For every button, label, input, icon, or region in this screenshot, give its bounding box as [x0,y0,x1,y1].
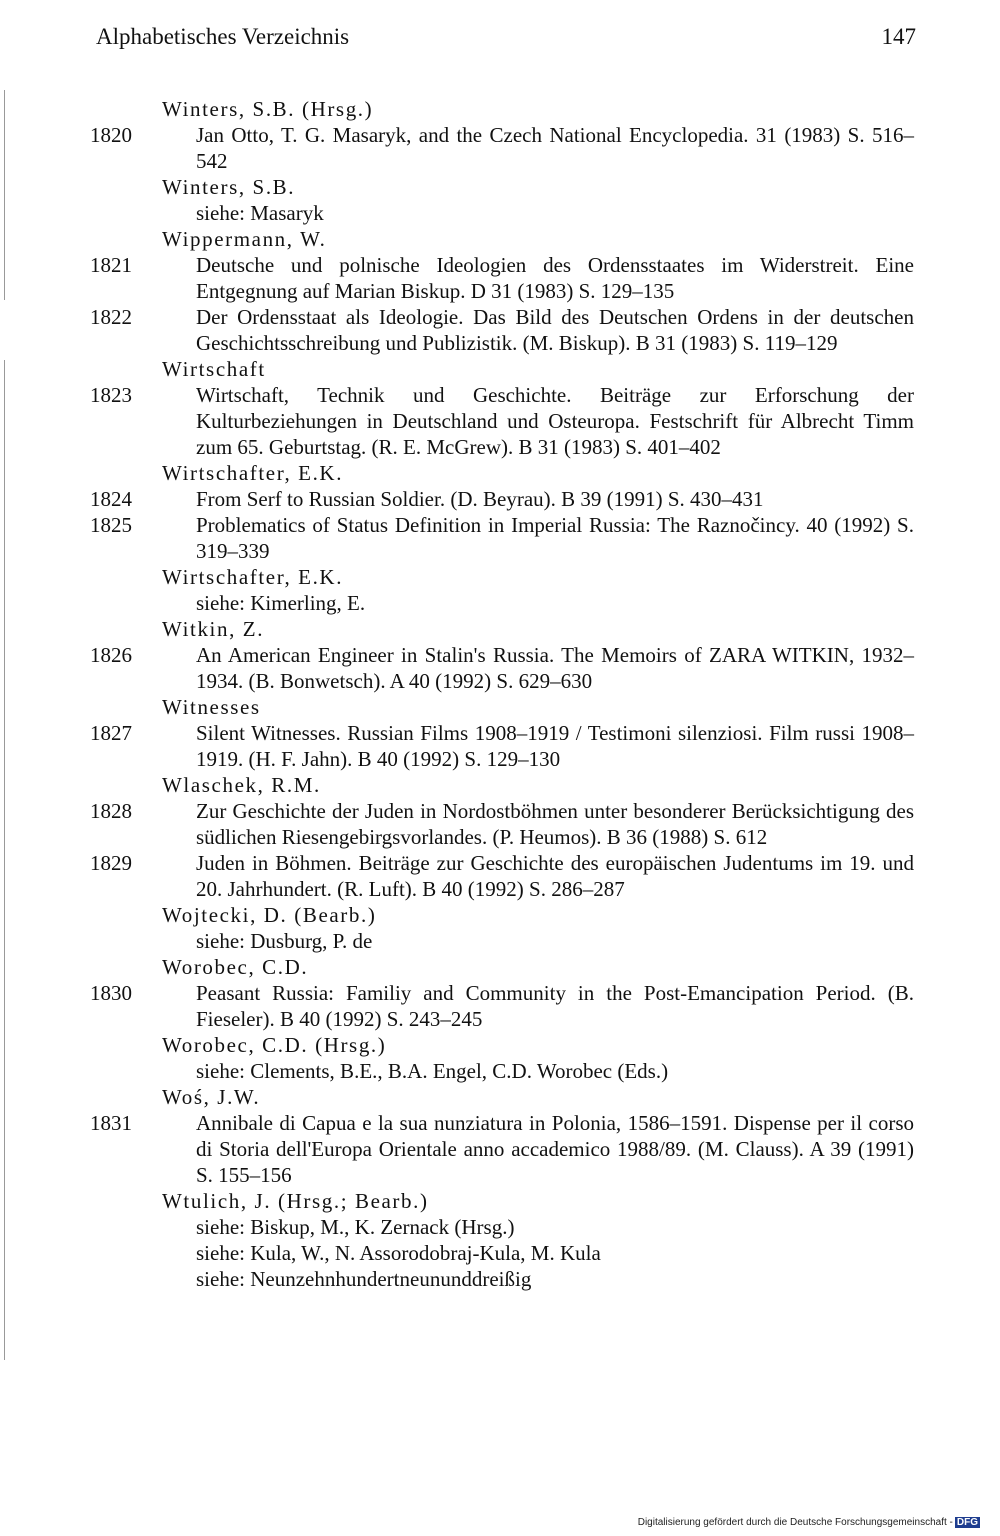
cross-reference: siehe: Dusburg, P. de [196,929,373,953]
author-heading: Wirtschaft [162,357,266,381]
bibliography-entry [88,720,914,772]
bibliography-entry [88,304,914,356]
cross-reference: siehe: Kula, W., N. Assorodobraj-Kula, M. Kula [196,1241,601,1265]
funding-note-text: Digitalisierung gefördert durch die Deutsche Forschungsgemeinschaft - [637,1517,953,1528]
dfg-logo: DFG [956,1517,978,1528]
entry-number: 1820 [90,123,132,147]
entry-text: Juden in Böhmen. Beiträge zur Geschichte des europäischen Judentums im 19. und 20. Jahrhundert. (R. Luft). B 40 (1992) S. 286–287 [196,851,914,901]
author-heading: Wojtecki, D. (Bearb.) [162,903,377,927]
entry-number: 1824 [90,487,132,511]
bibliography-entry [88,122,914,174]
bibliography-entry [88,382,914,460]
cross-reference: siehe: Neunzehnhundertneununddreißig [196,1267,532,1291]
cross-reference: siehe: Masaryk [196,201,324,225]
author-heading: Wirtschafter, E.K. [162,565,344,589]
entry-number: 1828 [90,799,132,823]
cross-reference: siehe: Kimerling, E. [196,591,366,615]
entry-text: From Serf to Russian Soldier. (D. Beyrau). B 39 (1991) S. 430–431 [196,487,764,511]
entry-text: Silent Witnesses. Russian Films 1908–1919 / Testimoni silenziosi. Film russi 1908–1919. (H. F. Jahn). B 40 (1992) S. 129–130 [196,721,914,771]
entry-text: Wirtschaft, Technik und Geschichte. Beiträge zur Erforschung der Kulturbeziehungen in Deutschland und Osteuropa. Festschrift für Albrecht Timm zum 65. Geburtstag. (R. E. McGrew). B 31 (1983) S. 401–402 [196,383,914,459]
bibliography-entry [88,642,914,694]
margin-scan-line [4,360,5,1360]
author-heading: Wippermann, W. [162,227,327,251]
entry-number: 1826 [90,643,132,667]
entry-text: Der Ordensstaat als Ideologie. Das Bild des Deutschen Ordens in der deutschen Geschichtsschreibung und Publizistik. (M. Biskup). B 31 (1983) S. 119–129 [196,305,914,355]
author-heading: Wlaschek, R.M. [162,773,321,797]
bibliography-entry [88,980,914,1032]
page-number: 147 [881,24,916,49]
author-heading: Worobec, C.D. [162,955,309,979]
entry-text: Deutsche und polnische Ideologien des Ordensstaates im Widerstreit. Eine Entgegnung auf Marian Biskup. D 31 (1983) S. 129–135 [196,253,914,303]
index-entries [88,96,914,1292]
bibliography-entry [88,1110,914,1188]
entry-number: 1823 [90,383,132,407]
running-title: Alphabetisches Verzeichnis [96,24,350,49]
entry-text: Problematics of Status Definition in Imperial Russia: The Raznočincy. 40 (1992) S. 319–339 [196,513,914,563]
author-heading: Winters, S.B. [162,175,296,199]
entry-number: 1825 [90,513,132,537]
entry-text: Annibale di Capua e la sua nunziatura in Polonia, 1586–1591. Dispense per il corso di Storia dell'Europa Orientale anno accademico 1988/89. (M. Clauss). A 39 (1991) S. 155–156 [196,1111,914,1187]
author-heading: Woś, J.W. [162,1085,261,1109]
author-heading: Wtulich, J. (Hrsg.; Bearb.) [162,1189,429,1213]
bibliography-entry [88,486,914,512]
margin-scan-line [4,90,5,300]
entry-number: 1821 [90,253,132,277]
cross-reference: siehe: Clements, B.E., B.A. Engel, C.D. Worobec (Eds.) [196,1059,669,1083]
cross-reference: siehe: Biskup, M., K. Zernack (Hrsg.) [196,1215,515,1239]
entry-text: Jan Otto, T. G. Masaryk, and the Czech National Encyclopedia. 31 (1983) S. 516–542 [196,123,914,173]
entry-text: Zur Geschichte der Juden in Nordostböhmen unter besonderer Berücksichtigung des südlichen Riesengebirgsvorlandes. (P. Heumos). B 36 (1988) S. 612 [196,799,914,849]
entry-text: An American Engineer in Stalin's Russia. The Memoirs of ZARA WITKIN, 1932–1934. (B. Bonwetsch). A 40 (1992) S. 629–630 [196,643,914,693]
entry-number: 1831 [90,1111,132,1135]
author-heading: Worobec, C.D. (Hrsg.) [162,1033,387,1057]
bibliography-entry [88,798,914,850]
author-heading: Winters, S.B. (Hrsg.) [162,97,374,121]
funding-note [638,1517,980,1528]
bibliography-entry [88,850,914,902]
author-heading: Witkin, Z. [162,617,265,641]
page-header [96,24,916,58]
author-heading: Wirtschafter, E.K. [162,461,344,485]
entry-number: 1830 [90,981,132,1005]
entry-number: 1829 [90,851,132,875]
entry-text: Peasant Russia: Familiy and Community in the Post-Emancipation Period. (B. Fieseler). B 40 (1992) S. 243–245 [196,981,914,1031]
bibliography-entry [88,512,914,564]
author-heading: Witnesses [162,695,261,719]
entry-number: 1827 [90,721,132,745]
bibliography-entry [88,252,914,304]
entry-number: 1822 [90,305,132,329]
